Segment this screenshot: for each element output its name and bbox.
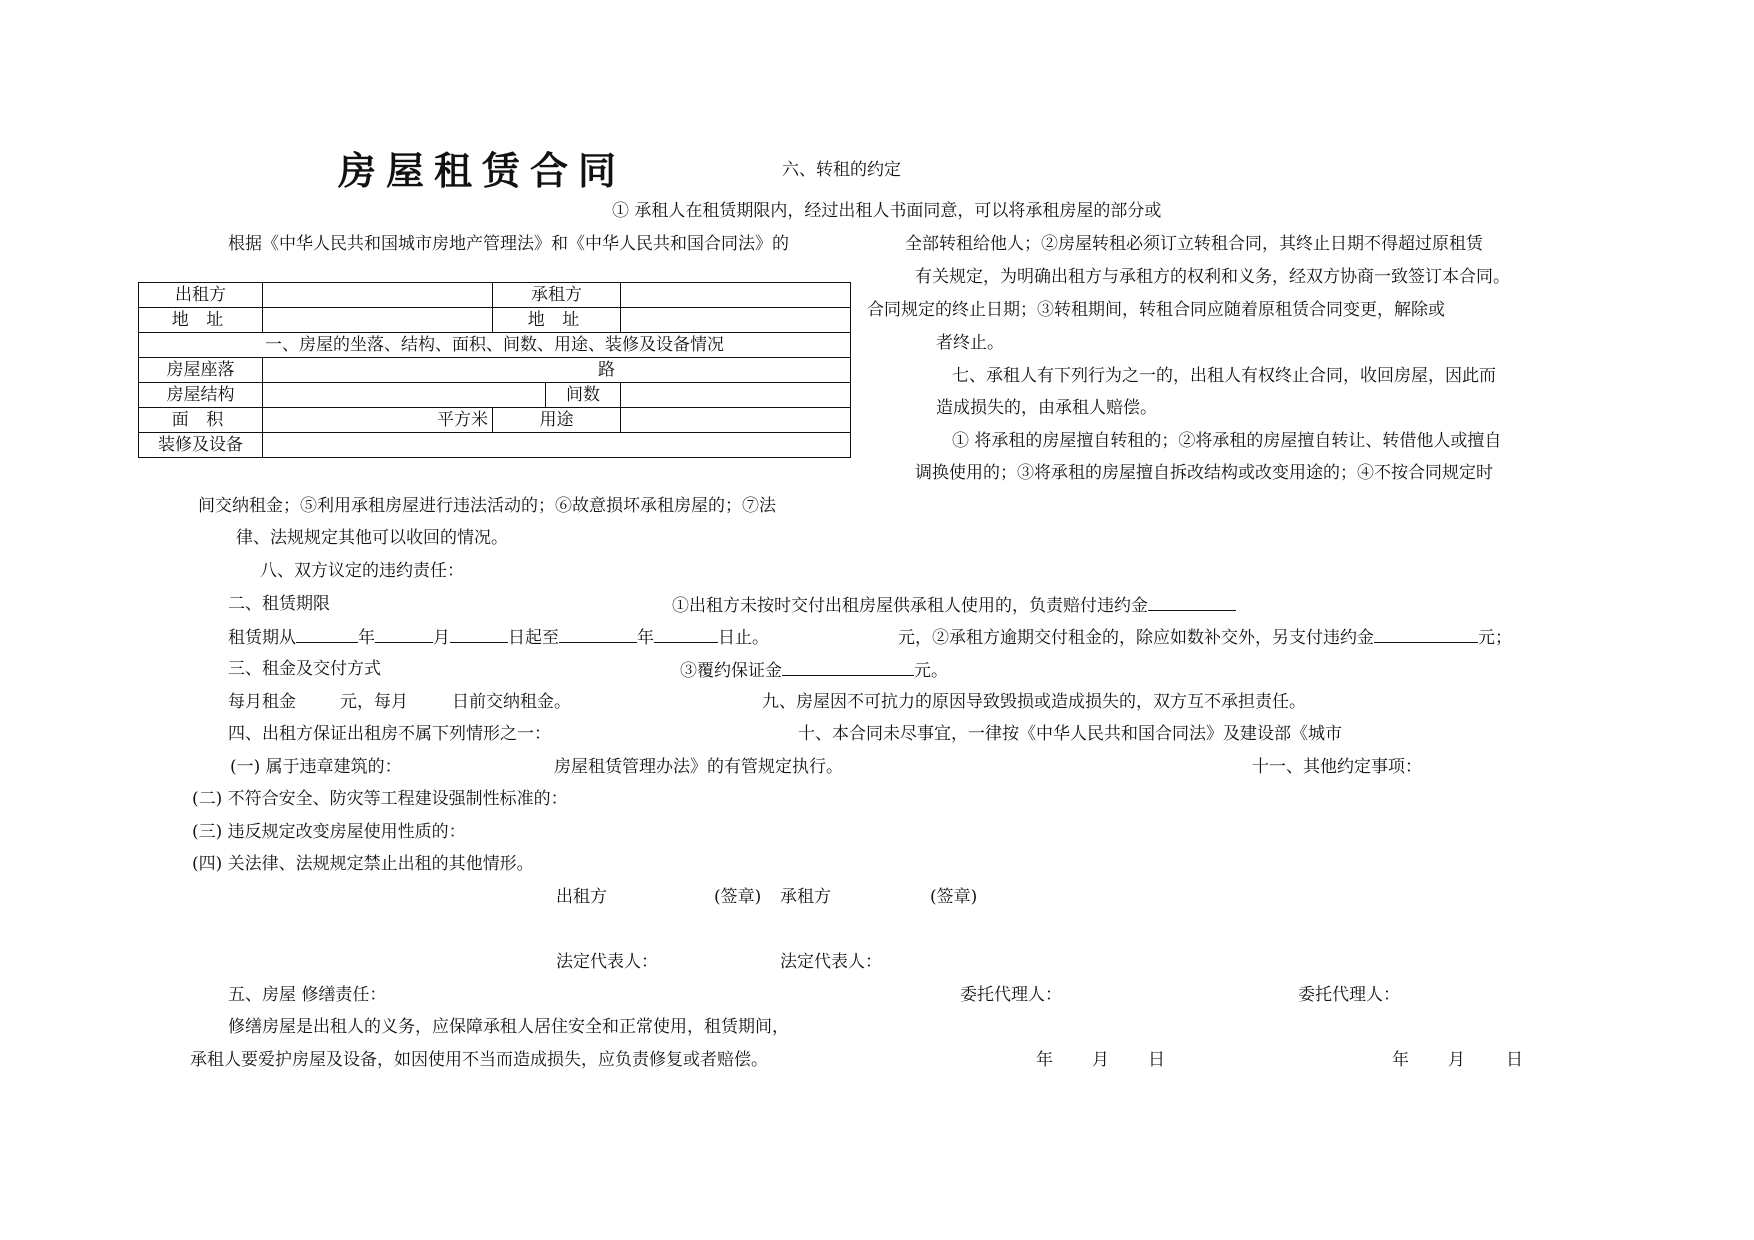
legal-rep-label-1: 法定代表人： xyxy=(556,952,658,972)
rooms-label: 间数 xyxy=(545,383,620,407)
section10-line2: 房屋租赁管理办法》的有管规定执行。 xyxy=(554,757,843,777)
rent-line xyxy=(228,692,571,712)
document-title: 房屋租赁合同 xyxy=(338,148,627,193)
date-day-2: 日 xyxy=(1506,1050,1523,1070)
intro-line2: 有关规定，为明确出租方与承租方的权利和义务，经双方协商一致签订本合同。 xyxy=(915,267,1510,287)
section5-title: 五、房屋 修缮责任： xyxy=(228,985,387,1005)
lease-term-line xyxy=(228,626,769,648)
decoration-value xyxy=(263,433,851,458)
sign-lessor-seal: (签章) xyxy=(714,887,762,907)
location-label: 房屋座落 xyxy=(139,358,263,383)
date-month-2: 月 xyxy=(1448,1050,1465,1070)
rent-due-label: 日前交纳租金。 xyxy=(452,692,571,712)
section8-title: 八、双方议定的违约责任： xyxy=(260,561,464,581)
term-day-to-label: 日止。 xyxy=(718,628,769,648)
section7-line1: 七、承租人有下列行为之一的，出租人有权终止合同，收回房屋，因此而 xyxy=(952,366,1496,386)
term-year2-label: 年 xyxy=(637,628,654,648)
sign-lessee-seal: (签章) xyxy=(930,887,978,907)
section7-line6: 律、法规规定其他可以收回的情况。 xyxy=(236,528,508,548)
section6-line1: ① 承租人在租赁期限内，经过出租人书面同意，可以将承租房屋的部分或 xyxy=(612,201,1162,221)
section8-line1 xyxy=(672,594,1236,616)
address-value-left xyxy=(263,308,493,333)
term-year1-blank[interactable] xyxy=(296,626,358,643)
term-year1-label: 年 xyxy=(358,628,375,648)
agent-label-2: 委托代理人： xyxy=(1298,985,1400,1005)
address-value-right xyxy=(621,308,851,333)
section7-line2: 造成损失的，由承租人赔偿。 xyxy=(936,398,1157,418)
structure-label: 房屋结构 xyxy=(139,383,263,408)
section4-item3: (三) 违反规定改变房屋使用性质的： xyxy=(192,822,466,842)
section5-line1: 修缮房屋是出租人的义务，应保障承租人居住安全和正常使用，租赁期间， xyxy=(228,1017,789,1037)
section9: 九、房屋因不可抗力的原因导致毁损或造成损失的，双方互不承担责任。 xyxy=(762,692,1306,712)
section6-line3: 合同规定的终止日期；③转租期间，转租合同应随着原租赁合同变更，解除或 xyxy=(867,300,1445,320)
section4-item1: (一) 属于违章建筑的： xyxy=(230,757,402,777)
lessee-value xyxy=(621,283,851,308)
usage-label: 用途 xyxy=(493,408,621,433)
section7-line4: 调换使用的；③将承租的房屋擅自拆改结构或改变用途的；④不按合同规定时 xyxy=(915,463,1493,483)
address-label-left: 地 址 xyxy=(139,308,263,333)
date-year-2: 年 xyxy=(1392,1050,1409,1070)
section10-line1: 十、本合同未尽事宜，一律按《中华人民共和国合同法》及建设部《城市 xyxy=(798,724,1342,744)
date-month-1: 月 xyxy=(1092,1050,1109,1070)
rooms-value xyxy=(621,383,851,408)
section6-line2: 全部转租给他人；②房屋转租必须订立转租合同，其终止日期不得超过原租赁 xyxy=(905,234,1483,254)
date-day-1: 日 xyxy=(1148,1050,1165,1070)
term-day-blank[interactable] xyxy=(450,626,508,643)
term-month-blank[interactable] xyxy=(375,626,433,643)
intro-line1: 根据《中华人民共和国城市房地产管理法》和《中华人民共和国合同法》的 xyxy=(228,234,789,254)
deposit-blank[interactable] xyxy=(782,659,914,676)
section3-title: 三、租金及交付方式 xyxy=(228,659,381,679)
sign-lessee-label: 承租方 xyxy=(780,887,831,907)
section7-line3: ① 将承租的房屋擅自转租的；②将承租的房屋擅自转让、转借他人或擅自 xyxy=(952,431,1502,451)
section5-line2: 承租人要爱护房屋及设备，如因使用不当而造成损失，应负责修复或者赔偿。 xyxy=(190,1050,768,1070)
penalty-blank-1[interactable] xyxy=(1148,594,1236,611)
lessee-label: 承租方 xyxy=(493,283,621,308)
term-from-label: 租赁期从 xyxy=(228,628,296,648)
usage-value xyxy=(621,408,851,433)
section6-line4: 者终止。 xyxy=(936,333,1004,353)
area-label: 面 积 xyxy=(139,408,263,433)
term-day-from-label: 日起至 xyxy=(508,628,559,648)
deposit-label: ③覆约保证金 xyxy=(680,661,782,681)
penalty-blank-2[interactable] xyxy=(1374,626,1478,643)
sign-lessor-label: 出租方 xyxy=(556,887,607,907)
section7-line5: 间交纳租金；⑤利用承租房屋进行违法活动的；⑥故意损坏承租房屋的；⑦法 xyxy=(198,496,776,516)
section4-item4: (四) 关法律、法规规定禁止出租的其他情形。 xyxy=(192,854,534,874)
term-day2-blank[interactable] xyxy=(654,626,718,643)
section8-line2-unit: 元； xyxy=(1478,628,1512,648)
term-month-label: 月 xyxy=(433,628,450,648)
decoration-label: 装修及设备 xyxy=(139,433,263,458)
section6-title: 六、转租的约定 xyxy=(782,160,901,180)
section8-line2 xyxy=(898,626,1512,648)
section4-title: 四、出租方保证出租房不属下列情形之一： xyxy=(228,724,551,744)
section2-title: 二、租赁期限 xyxy=(228,594,330,614)
date-year-1: 年 xyxy=(1036,1050,1053,1070)
section8-line1-text: ①出租方未按时交付出租房屋供承租人使用的，负责赔付违约金 xyxy=(672,596,1148,616)
structure-row xyxy=(263,383,621,408)
area-unit: 平方米 xyxy=(263,408,493,433)
section1-heading: 一、房屋的坐落、结构、面积、间数、用途、装修及设备情况 xyxy=(139,333,851,358)
term-year2-blank[interactable] xyxy=(559,626,637,643)
property-info-table xyxy=(138,282,851,458)
lessor-label: 出租方 xyxy=(139,283,263,308)
section8-line2-text: 元，②承租方逾期交付租金的，除应如数补交外，另支付违约金 xyxy=(898,628,1374,648)
legal-rep-label-2: 法定代表人： xyxy=(780,952,882,972)
rent-monthly-label: 每月租金 xyxy=(228,692,296,712)
agent-label-1: 委托代理人： xyxy=(960,985,1062,1005)
location-value: 路 xyxy=(263,358,851,383)
section11: 十一、其他约定事项： xyxy=(1252,757,1422,777)
address-label-right: 地 址 xyxy=(493,308,621,333)
section4-item2: (二) 不符合安全、防灾等工程建设强制性标准的： xyxy=(192,789,568,809)
rent-yuan-label: 元，每月 xyxy=(340,692,408,712)
lessor-value xyxy=(263,283,493,308)
deposit-unit: 元。 xyxy=(914,661,948,681)
section8-line3 xyxy=(680,659,948,681)
